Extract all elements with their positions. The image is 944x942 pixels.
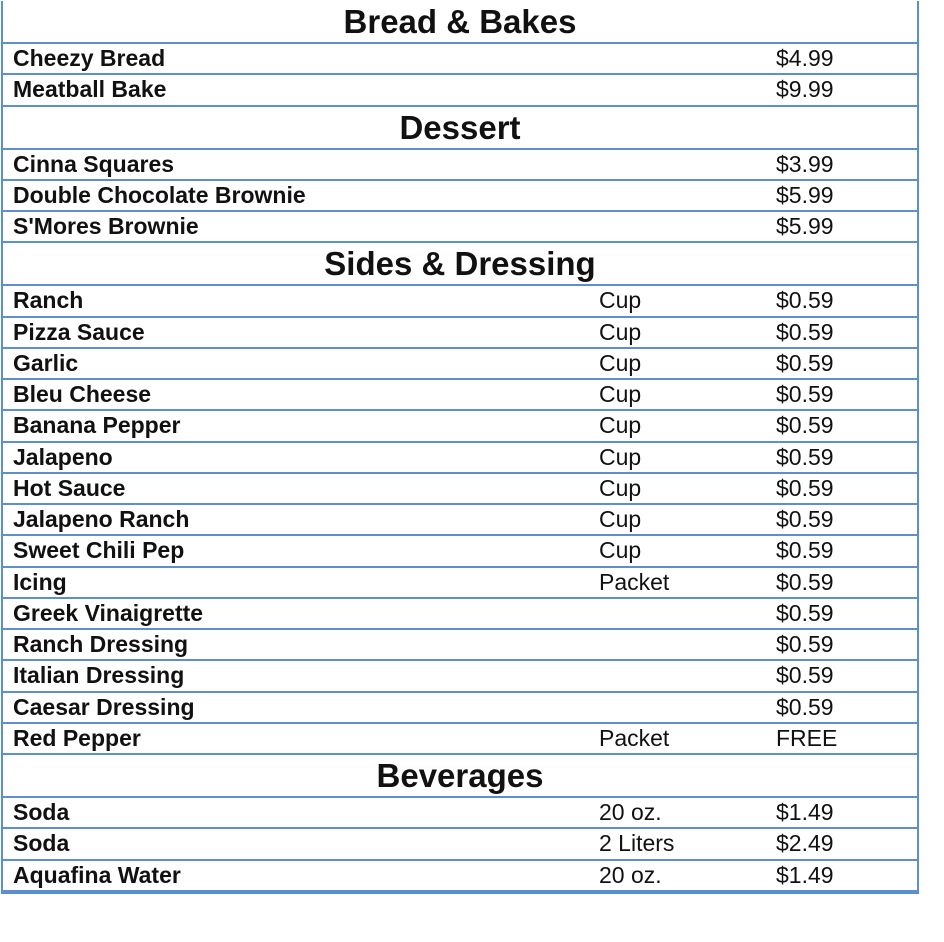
item-price: $9.99 [776,76,834,103]
item-name: Sweet Chili Pep [13,537,185,564]
menu-item-row [3,411,917,442]
item-price: $0.59 [776,381,834,407]
item-price: $0.59 [776,506,834,532]
section-title: Sides & Dressing [3,243,917,286]
item-price: $0.59 [776,599,834,626]
item-price: $1.49 [776,861,834,888]
item-name: Cinna Squares [13,150,175,177]
item-price: $0.59 [776,443,834,470]
item-price: $0.59 [776,537,834,564]
menu-item-row [3,536,917,567]
item-name: Garlic [13,349,79,376]
item-price: $0.59 [776,318,834,345]
menu-item-row [3,568,917,599]
menu-item-row [3,181,917,212]
item-size: 20 oz. [599,799,662,825]
item-name: Ranch [13,287,84,314]
item-name: Cheezy Bread [13,45,166,71]
menu-item-row [3,724,917,755]
section-items [3,286,917,755]
item-size: Cup [599,349,642,376]
menu-item-row [3,661,917,692]
menu-table [1,1,919,894]
item-price: $4.99 [776,45,834,71]
item-size: Cup [599,474,642,501]
item-price: $0.59 [776,412,834,439]
menu-item-row [3,286,917,317]
item-price: $3.99 [776,150,834,177]
menu-item-row [3,505,917,536]
item-price: $0.59 [776,693,834,720]
item-name: Soda [13,830,70,857]
menu-item-row [3,318,917,349]
item-price: $2.49 [776,830,834,857]
item-size: Cup [599,506,642,532]
item-price: $0.59 [776,474,834,501]
item-size: Cup [599,412,642,439]
item-size: 20 oz. [599,861,662,888]
menu-item-row [3,798,917,829]
menu-item-row [3,474,917,505]
menu-item-row [3,693,917,724]
section-items [3,44,917,107]
menu-item-row [3,829,917,860]
item-price: $5.99 [776,181,834,208]
item-price: $0.59 [776,349,834,376]
item-name: Pizza Sauce [13,318,145,345]
item-size: Packet [599,568,670,595]
item-name: Meatball Bake [13,76,167,103]
item-price: FREE [776,724,838,751]
item-price: $0.59 [776,568,834,595]
item-name: Aquafina Water [13,861,181,888]
menu-item-row [3,150,917,181]
item-name: S'Mores Brownie [13,213,199,239]
section-items [3,150,917,244]
menu-item-row [3,380,917,411]
item-price: $0.59 [776,662,834,689]
menu-item-row [3,630,917,661]
item-name: Double Chocolate Brownie [13,181,306,208]
menu-item-row [3,75,917,106]
item-name: Jalapeno [13,443,113,470]
item-size: Cup [599,443,642,470]
menu-item-row [3,44,917,75]
menu-item-row [3,599,917,630]
item-name: Red Pepper [13,724,141,751]
item-name: Hot Sauce [13,474,126,501]
section-title: Bread & Bakes [3,1,917,44]
menu-item-row [3,349,917,380]
section-title: Dessert [3,107,917,150]
item-name: Banana Pepper [13,412,181,439]
item-price: $0.59 [776,287,834,314]
item-name: Jalapeno Ranch [13,506,190,532]
menu-item-row [3,861,917,892]
item-size: Cup [599,318,642,345]
item-price: $5.99 [776,213,834,239]
section-items [3,798,917,892]
item-name: Italian Dressing [13,662,185,689]
item-name: Icing [13,568,67,595]
section-title: Beverages [3,755,917,798]
item-size: 2 Liters [599,830,675,857]
item-name: Bleu Cheese [13,381,152,407]
menu-item-row [3,443,917,474]
item-name: Ranch Dressing [13,631,189,657]
item-size: Cup [599,381,642,407]
item-name: Caesar Dressing [13,693,195,720]
item-name: Greek Vinaigrette [13,599,204,626]
item-name: Soda [13,799,70,825]
item-size: Cup [599,537,642,564]
item-size: Cup [599,287,642,314]
item-size: Packet [599,724,670,751]
menu-item-row [3,212,917,243]
item-price: $1.49 [776,799,834,825]
item-price: $0.59 [776,631,834,657]
